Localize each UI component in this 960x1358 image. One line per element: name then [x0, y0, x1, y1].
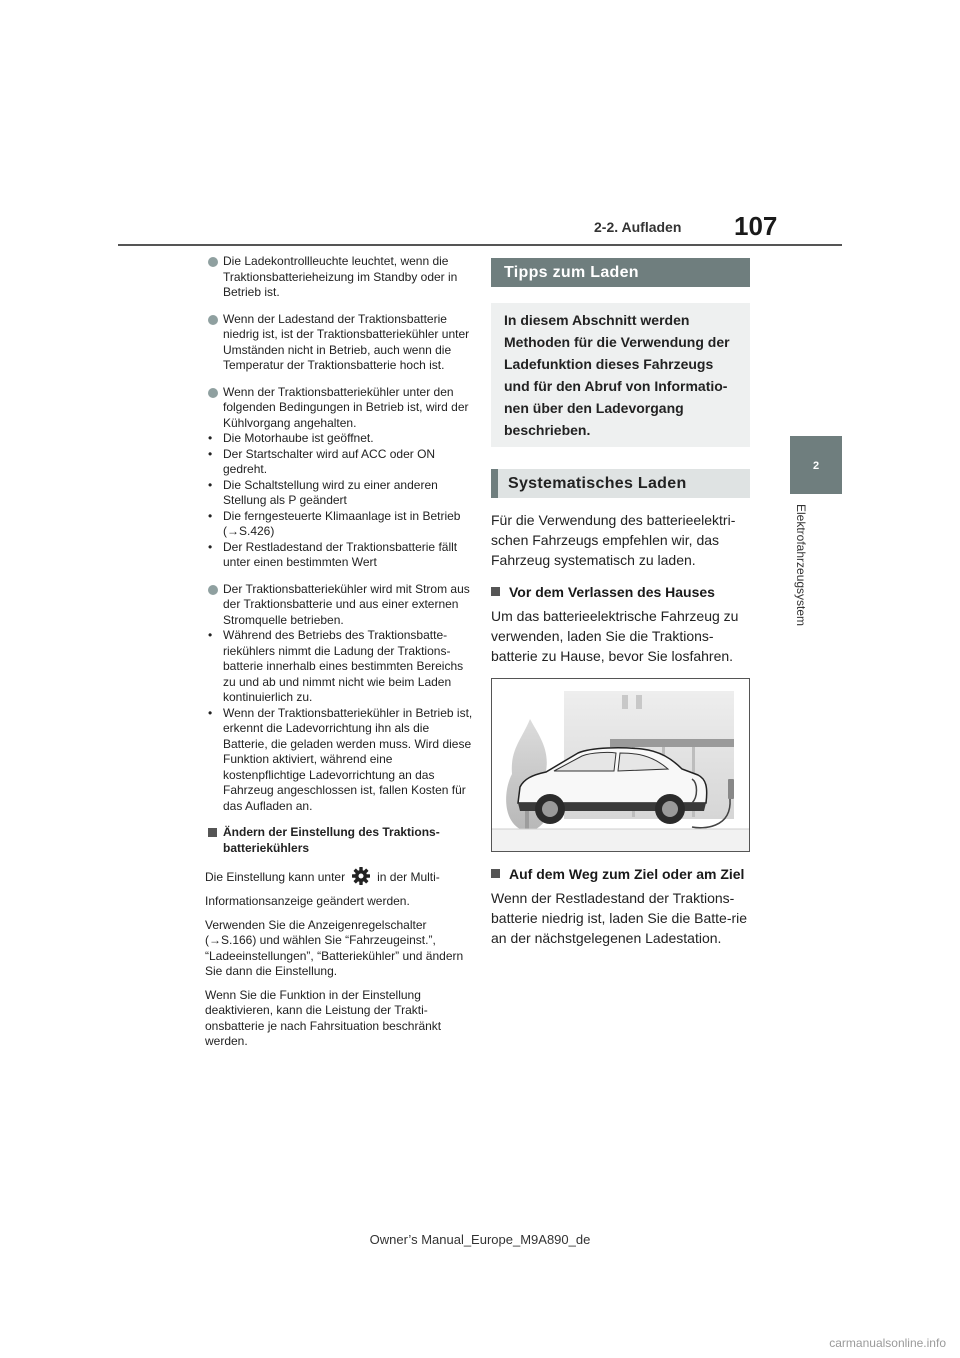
bullet-item: Die Ladekontrollleuchte leuchtet, wenn die Traktionsbatterieheizung im Standby oder in Betrieb ist.: [205, 254, 473, 301]
sub-item: • Die ferngesteuerte Klimaanlage ist in Betrieb (→S.426): [208, 508, 461, 538]
setting-line: Die Einstellung kann unter in der Multi-: [205, 866, 473, 886]
paragraph: Wenn Sie die Funktion in der Einstellung deaktivieren, kann die Leistung der Trakti-onsbatterie je nach Fahrsituation beschränkt werden.: [205, 987, 442, 1048]
sub-item: • Der Restladestand der Traktionsbatterie fällt unter einen bestimmten Wert: [208, 539, 458, 569]
paragraph: Für die Verwendung des batterieelektri-schen Fahrzeugs empfehlen wir, das Fahrzeug systematisch zu laden.: [491, 512, 736, 568]
chapter-label: Elektrofahrzeugsystem: [794, 504, 808, 627]
subsection-title: Ändern der Einstellung des Traktions-batteriekühlers: [205, 825, 473, 856]
bullet-item: Der Traktionsbatteriekühler wird mit Strom aus der Traktionsbatterie und aus einer externen Stromquelle betrieben. • Während des Betriebs des Traktionsbatte-riekühlers nimmt die Ladung der Traktions-batterie innerhalb eines bestimmten Bereichs zu und ab und nimmt nicht wie beim Laden kontinuierlich zu. • Wenn der Traktionsbatteriekühler in Betrieb ist, erkennt die Ladevorrichtung ihn als die Batterie, die geladen werden muss. Wird diese Funktion aktiviert, während eine kostenpflichtige Ladevorrichtung an das Fahrzeug angeschlossen ist, fallen Kosten für das Aufladen an.: [205, 582, 473, 815]
bullet-dot-icon: [208, 315, 218, 325]
square-bullet-icon: [208, 828, 217, 837]
square-bullet-icon: [491, 587, 500, 596]
sub-item: • Wenn der Traktionsbatteriekühler in Betrieb ist, erkennt die Ladevorrichtung ihn als die Batterie, die geladen werden muss. Wird diese Funktion aktiviert, während eine kostenpflichtige Ladevorrichtung an das Fahrzeug angeschlossen ist, fallen Kosten für das Aufladen an.: [208, 705, 473, 813]
bullet-dot-icon: [208, 585, 218, 595]
sub-item: • Während des Betriebs des Traktionsbatte-riekühlers nimmt die Ladung der Traktions-batterie innerhalb eines bestimmten Bereichs zu und ab und nimmt nicht wie beim Laden kontinuierlich zu.: [208, 628, 464, 704]
gear-icon: [351, 866, 371, 886]
systematic-heading: Systematisches Laden: [491, 469, 750, 498]
paragraph: Um das batterieelektrische Fahrzeug zu verwenden, laden Sie die Traktions-batterie zu Hause, bevor Sie losfahren.: [491, 608, 739, 664]
bullet-item: Wenn der Ladestand der Traktionsbatterie niedrig ist, ist der Traktionsbatteriekühler unter Umständen nicht in Betrieb, auch wenn die Temperatur der Traktionsbatterie hoch ist.: [205, 312, 473, 374]
watermark-text: carmanualsonline.info: [829, 1336, 946, 1350]
home-charging-illustration: [491, 678, 750, 852]
tips-summary: In diesem Abschnitt werden Methoden für die Verwendung der Ladefunktion dieses Fahrzeugs und für den Abruf von Informatio-nen über den Ladevorgang beschrieben.: [491, 303, 750, 447]
page-number: 107: [734, 211, 778, 241]
bullet-dot-icon: [208, 388, 218, 398]
sub-item: • Die Schaltstellung wird zu einer anderen Stellung als P geändert: [208, 477, 438, 507]
paragraph: Informationsanzeige geändert werden.: [205, 894, 410, 908]
house-car-charging-image: [492, 679, 749, 851]
sub-item: • Die Motorhaube ist geöffnet.: [208, 431, 374, 445]
chapter-tab: [790, 436, 842, 494]
bullet-item: Wenn der Traktionsbatteriekühler unter den folgenden Bedingungen in Betrieb ist, wird der Kühlvorgang angehalten. • Die Motorhaube ist geöffnet. • Der Startschalter wird auf ACC oder ON gedreht. • Die Schaltstellung wird zu einer anderen Stellung als P geändert • Die ferngesteuerte Klimaanlage ist in Betrieb (→S.426) • Der Restladestand der Traktionsbatterie fällt unter einen bestimmten Wert: [205, 385, 473, 571]
chapter-number: 2: [812, 460, 820, 472]
sub-item: • Der Startschalter wird auf ACC oder ON gedreht.: [208, 446, 436, 476]
paragraph: Verwenden Sie die Anzeigenregelschalter (→S.166) und wählen Sie “Fahrzeugeinst.”, “Ladeeinstellungen”, “Batteriekühler” und ändern Sie dann die Einstellung.: [205, 917, 464, 978]
right-column: [491, 258, 750, 948]
subsection-title: Vor dem Verlassen des Hauses: [491, 582, 750, 602]
tips-heading: Tipps zum Laden: [491, 258, 750, 287]
header-rule: [118, 244, 842, 246]
section-label: 2-2. Aufladen: [594, 219, 682, 235]
paragraph: Wenn der Restladestand der Traktions-batterie niedrig ist, laden Sie die Batte-rie an der nächstgelegenen Ladestation.: [491, 890, 748, 946]
subsection-title: Auf dem Weg zum Ziel oder am Ziel: [491, 864, 750, 884]
chapter-label-wrap: [760, 504, 850, 654]
bullet-dot-icon: [208, 257, 218, 267]
footer-text: Owner’s Manual_Europe_M9A890_de: [369, 1232, 591, 1247]
square-bullet-icon: [491, 869, 500, 878]
left-column: [205, 254, 473, 1058]
